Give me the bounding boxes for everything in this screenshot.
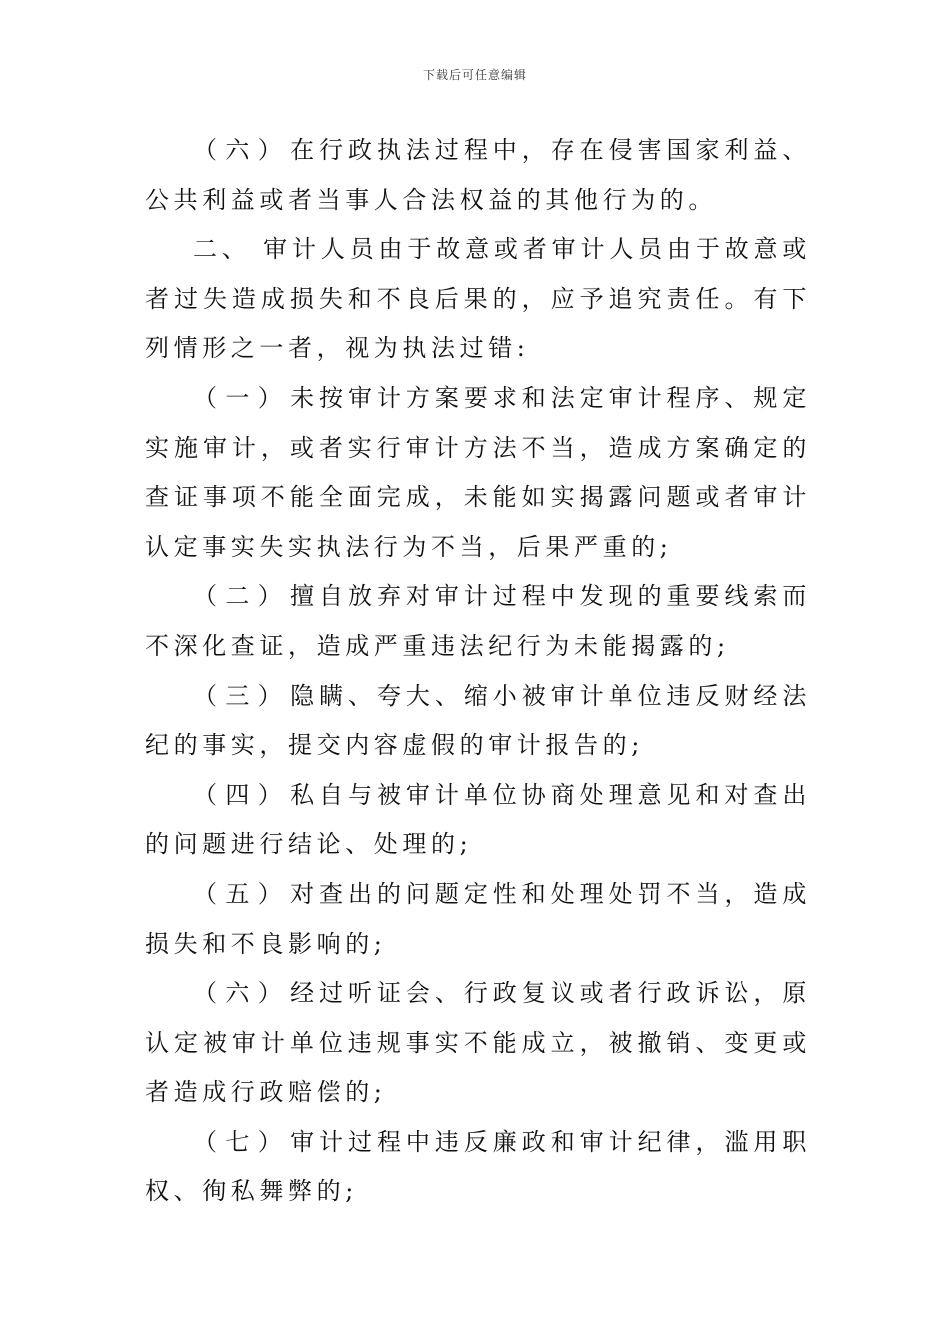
paragraph-text: 擅自放弃对审计过程中发现的重要线索而不深化查证，造成严重违法纪行为未能揭露的;: [145, 582, 811, 660]
paragraph-marker: （三）: [193, 681, 291, 710]
paragraph-item-6-continued: [145, 126, 811, 225]
paragraph-marker: （七）: [193, 1127, 291, 1156]
paragraph-item-1: [145, 374, 811, 572]
paragraph-text: 审计过程中违反廉政和审计纪律，滥用职权、徇私舞弊的;: [145, 1127, 811, 1206]
paragraph-text: 在行政执法过程中，存在侵害国家利益、公共利益或者当事人合法权益的其他行为的。: [145, 136, 811, 214]
paragraph-marker: （四）: [193, 780, 291, 809]
paragraph-marker: （六）: [193, 136, 291, 164]
header-note: 下载后可任意编辑: [422, 68, 527, 82]
paragraph-marker: （五）: [193, 879, 291, 908]
paragraph-section-two: [145, 225, 811, 374]
paragraph-marker: （一）: [193, 383, 291, 412]
paragraph-marker: （六）: [193, 979, 291, 1008]
paragraph-item-5: [145, 870, 811, 969]
paragraph-text: 私自与被审计单位协商处理意见和对查出的问题进行结论、处理的;: [145, 780, 811, 859]
paragraph-text: 二、 审计人员由于故意或者审计人员由于故意或者过失造成损失和不良后果的，应予追究责任。有下列情形之一者，视为执法过错:: [145, 235, 811, 363]
paragraph-item-2: [145, 572, 811, 671]
paragraph-text: 经过听证会、行政复议或者行政诉讼，原认定被审计单位违规事实不能成立，被撤销、变更或者造成行政赔偿的;: [145, 979, 811, 1107]
paragraph-item-6: [145, 969, 811, 1118]
paragraph-item-7: [145, 1118, 811, 1217]
document-body: [145, 126, 811, 1217]
paragraph-text: 对查出的问题定性和处理处罚不当，造成损失和不良影响的;: [145, 879, 811, 958]
paragraph-item-3: [145, 672, 811, 771]
paragraph-item-4: [145, 771, 811, 870]
paragraph-text: 未按审计方案要求和法定审计程序、规定实施审计，或者实行审计方法不当，造成方案确定的查证事项不能全面完成，未能如实揭露问题或者审计认定事实失实执法行为不当，后果严重的;: [145, 383, 811, 561]
paragraph-text: 隐瞒、夸大、缩小被审计单位违反财经法纪的事实，提交内容虚假的审计报告的;: [145, 681, 811, 760]
paragraph-marker: （二）: [193, 582, 291, 611]
